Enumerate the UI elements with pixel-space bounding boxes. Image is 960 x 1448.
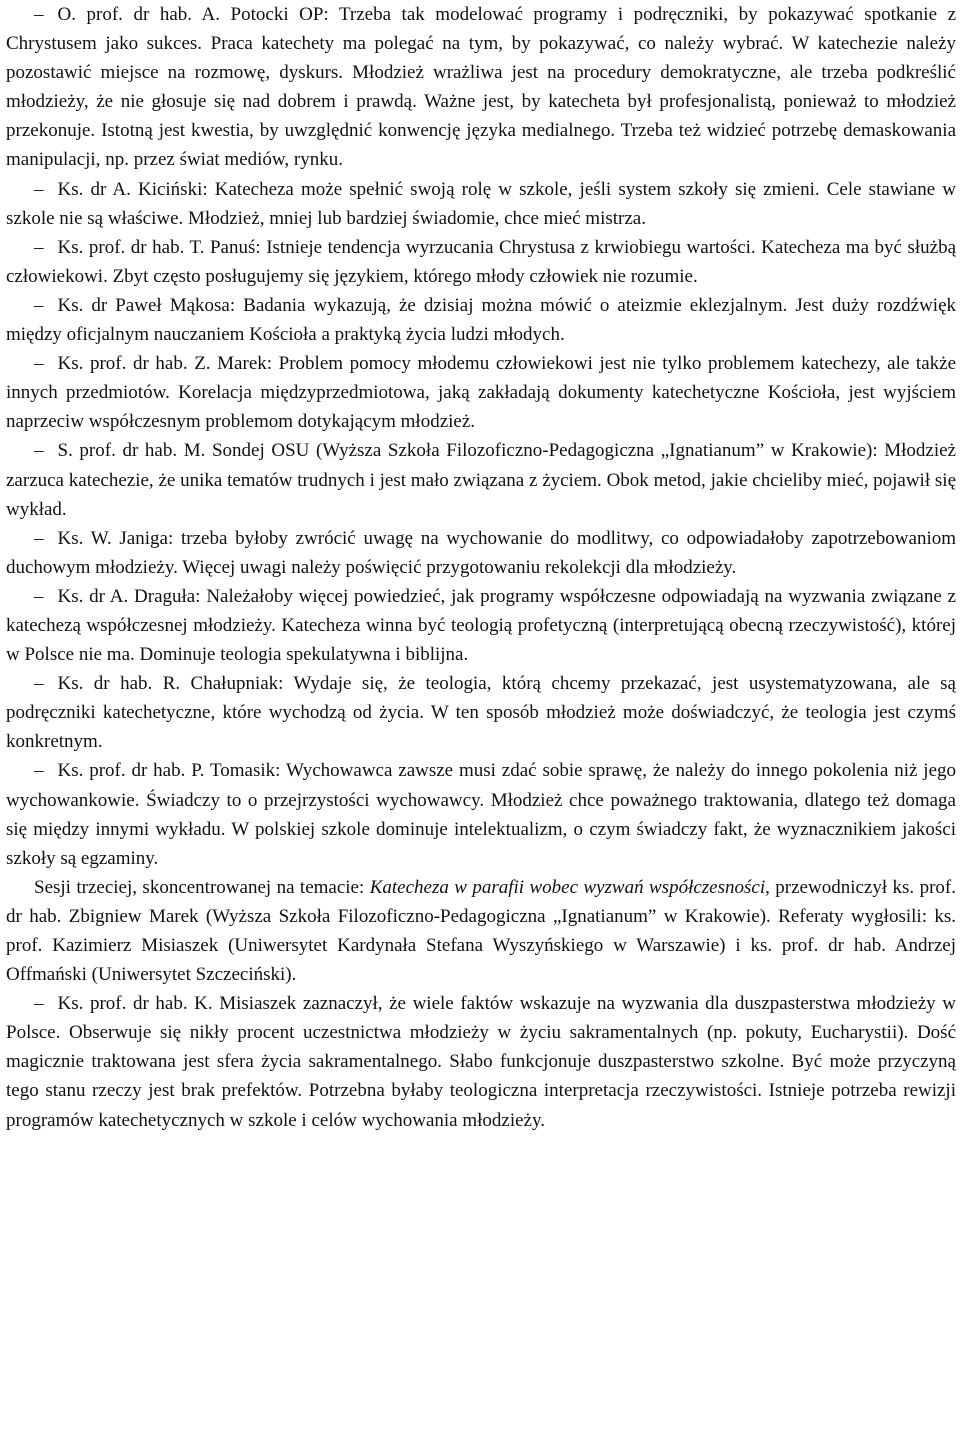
speaker-name: Ks. W. Janiga: (57, 527, 174, 549)
document-page (6, 0, 956, 1135)
paragraph-chalupniak (6, 669, 956, 756)
speaker-name: Ks. prof. dr hab. K. Misiaszek (57, 993, 297, 1015)
paragraph-sondej (6, 436, 956, 523)
paragraph-text: zaznaczył, że wiele faktów wskazuje na wyzwania dla duszpasterstwa młodzieży w Polsce. Obserwuje się nikły procent uczestnictwa młodzieży w życiu sakramentalnych (np. pokuty, Eucharystii). Dość magicznie traktowana jest sfera życia sakramentalnego. Słabo funkcjonuje duszpasterstwo szkolne. Być może przyczyną tego stanu rzeczy jest brak prefektów. Potrzebna byłaby teologiczna interpretacja rzeczywistości. Istnieje potrzeba rewizji programów katechetycznych w szkole i celów wychowania młodzieży. (6, 993, 957, 1131)
dash-mark (34, 175, 58, 204)
dash-mark (34, 669, 58, 698)
paragraph-text: Problem pomocy młodemu człowiekowi jest nie tylko problemem katechezy, ale także innych przedmiotów. Korelacja międzyprzedmiotowa, jaką zakładają dokumenty katechetyczne Kościoła, jest wyjściem naprzeciw współczesnym problemom dotykającym młodzież. (6, 353, 956, 433)
paragraph-text: Katecheza może spełnić swoją rolę w szkole, jeśli system szkoły się zmieni. Cele stawiane w szkole nie są właściwe. Młodzież, mniej lub bardziej świadomie, chce mieć mistrza. (6, 178, 956, 229)
paragraph-tomasik (6, 756, 956, 872)
dash-mark (34, 524, 58, 553)
paragraph-misiaszek (6, 989, 956, 1134)
speaker-name: Ks. prof. dr hab. P. Tomasik: (57, 760, 281, 782)
paragraph-text: Wychowawca zawsze musi zdać sobie sprawę, że należy do innego pokolenia niż jego wychowankowie. Świadczy to o przejrzystości wychowawcy. Młodzież chce poważnego traktowania, dlatego też domaga się między innymi wykładu. W polskiej szkole dominuje intelektualizm, o czym świadczy fakt, że wyznacznikiem jakości szkoły są egzaminy. (6, 760, 957, 869)
speaker-name: S. prof. dr hab. M. Sondej OSU (Wyższa Szkoła Filozoficzno-Pedagogiczna „Ignatianum” w Krakowie): (57, 440, 878, 462)
paragraph-marek (6, 349, 956, 436)
paragraph-makosa (6, 291, 956, 349)
speaker-name: O. prof. dr hab. A. Potocki OP: (57, 4, 329, 25)
paragraph-lead: Sesji trzeciej, skoncentrowanej na temacie: (34, 876, 365, 898)
paragraph-janiga (6, 524, 956, 582)
paragraph-dragula (6, 582, 956, 669)
paragraph-kicinski (6, 175, 956, 233)
dash-mark (34, 756, 58, 785)
paragraph-session-three (6, 873, 956, 989)
paragraph-text: Wydaje się, że teologia, którą chcemy przekazać, jest usystematyzowana, ale są podręczniki katechetyczne, które wychodzą od życia. W ten sposób młodzież może doświadczyć, że teologia jest czymś konkretnym. (6, 673, 956, 753)
speaker-name: Ks. prof. dr hab. T. Panuś: (57, 236, 261, 258)
paragraph-text: Istnieje tendencja wyrzucania Chrystusa z krwiobiegu wartości. Katecheza ma być służbą człowiekowi. Zbyt często posługujemy się językiem, którego młody człowiek nie rozumie. (6, 236, 957, 287)
paragraph-text: trzeba byłoby zwrócić uwagę na wychowanie do modlitwy, co odpowiadałoby zapotrzebowaniom duchowym młodzieży. Więcej uwagi należy poświęcić przygotowaniu rekolekcji dla młodzieży. (6, 527, 957, 578)
paragraph-text: Badania wykazują, że dzisiaj można mówić o ateizmie eklezjalnym. Jest duży rozdźwięk między oficjalnym nauczaniem Kościoła a praktyką życia ludzi młodych. (6, 294, 957, 346)
paragraph-text: Należałoby więcej powiedzieć, jak programy współczesne odpowiadają na wyzwania związane z katechezą współczesnej młodzieży. Katecheza winna być teologią profetyczną (interpretującą obecną rzeczywistość), której w Polsce nie ma. Dominuje teologia spekulatywna i biblijna. (6, 585, 956, 666)
dash-mark (34, 582, 58, 611)
dash-mark (34, 233, 58, 262)
speaker-name: Ks. dr A. Draguła: (57, 585, 201, 607)
speaker-name: Ks. dr hab. R. Chałupniak: (57, 673, 284, 695)
dash-mark (34, 436, 58, 465)
dash-mark (34, 291, 58, 320)
paragraph-text: Trzeba tak modelować programy i podręczniki, by pokazywać spotkanie z Chrystusem jako sukces. Praca katechety ma polegać na tym, by pokazywać, co należy wybrać. W katechezie należy pozostawić miejsce na rozmowę, dyskurs. Młodzież wrażliwa jest na procedury demokratyczne, ale trzeba podkreślić młodzieży, że nie głosuje się nad dobrem i prawdą. Ważne jest, by katecheta był profesjonalistą, ponieważ to młodzież przekonuje. Istotną jest kwestia, by uwzględnić konwencję języka medialnego. Trzeba też widzieć potrzebę demaskowania manipulacji, np. przez świat mediów, rynku. (6, 4, 956, 171)
speaker-name: Ks. prof. dr hab. Z. Marek: (57, 353, 273, 375)
dash-mark (34, 989, 58, 1018)
speaker-name: Ks. dr Paweł Mąkosa: (57, 294, 236, 316)
dash-mark (34, 0, 58, 29)
paragraph-text: , przewodniczył ks. prof. dr hab. Zbigniew Marek (Wyższa Szkoła Filozoficzno-Pedagogiczna „Ignatianum” w Krakowie). Referaty wygłosili: ks. prof. Kazimierz Misiaszek (Uniwersytet Kardynała Stefana Wyszyńskiego w Warszawie) i ks. prof. dr hab. Andrzej Offmański (Uniwersytet Szczeciński). (6, 876, 956, 986)
paragraph-panus (6, 233, 956, 291)
dash-mark (34, 349, 58, 378)
session-theme: Katecheza w parafii wobec wyzwań współczesności (369, 876, 766, 898)
paragraph-potocki (6, 0, 956, 175)
speaker-name: Ks. dr A. Kiciński: (57, 178, 208, 200)
paragraph-text: Młodzież zarzuca katechezie, że unika tematów trudnych i jest mało związana z życiem. Obok metod, jakie chcieliby mieć, pojawił się wykład. (6, 440, 956, 520)
